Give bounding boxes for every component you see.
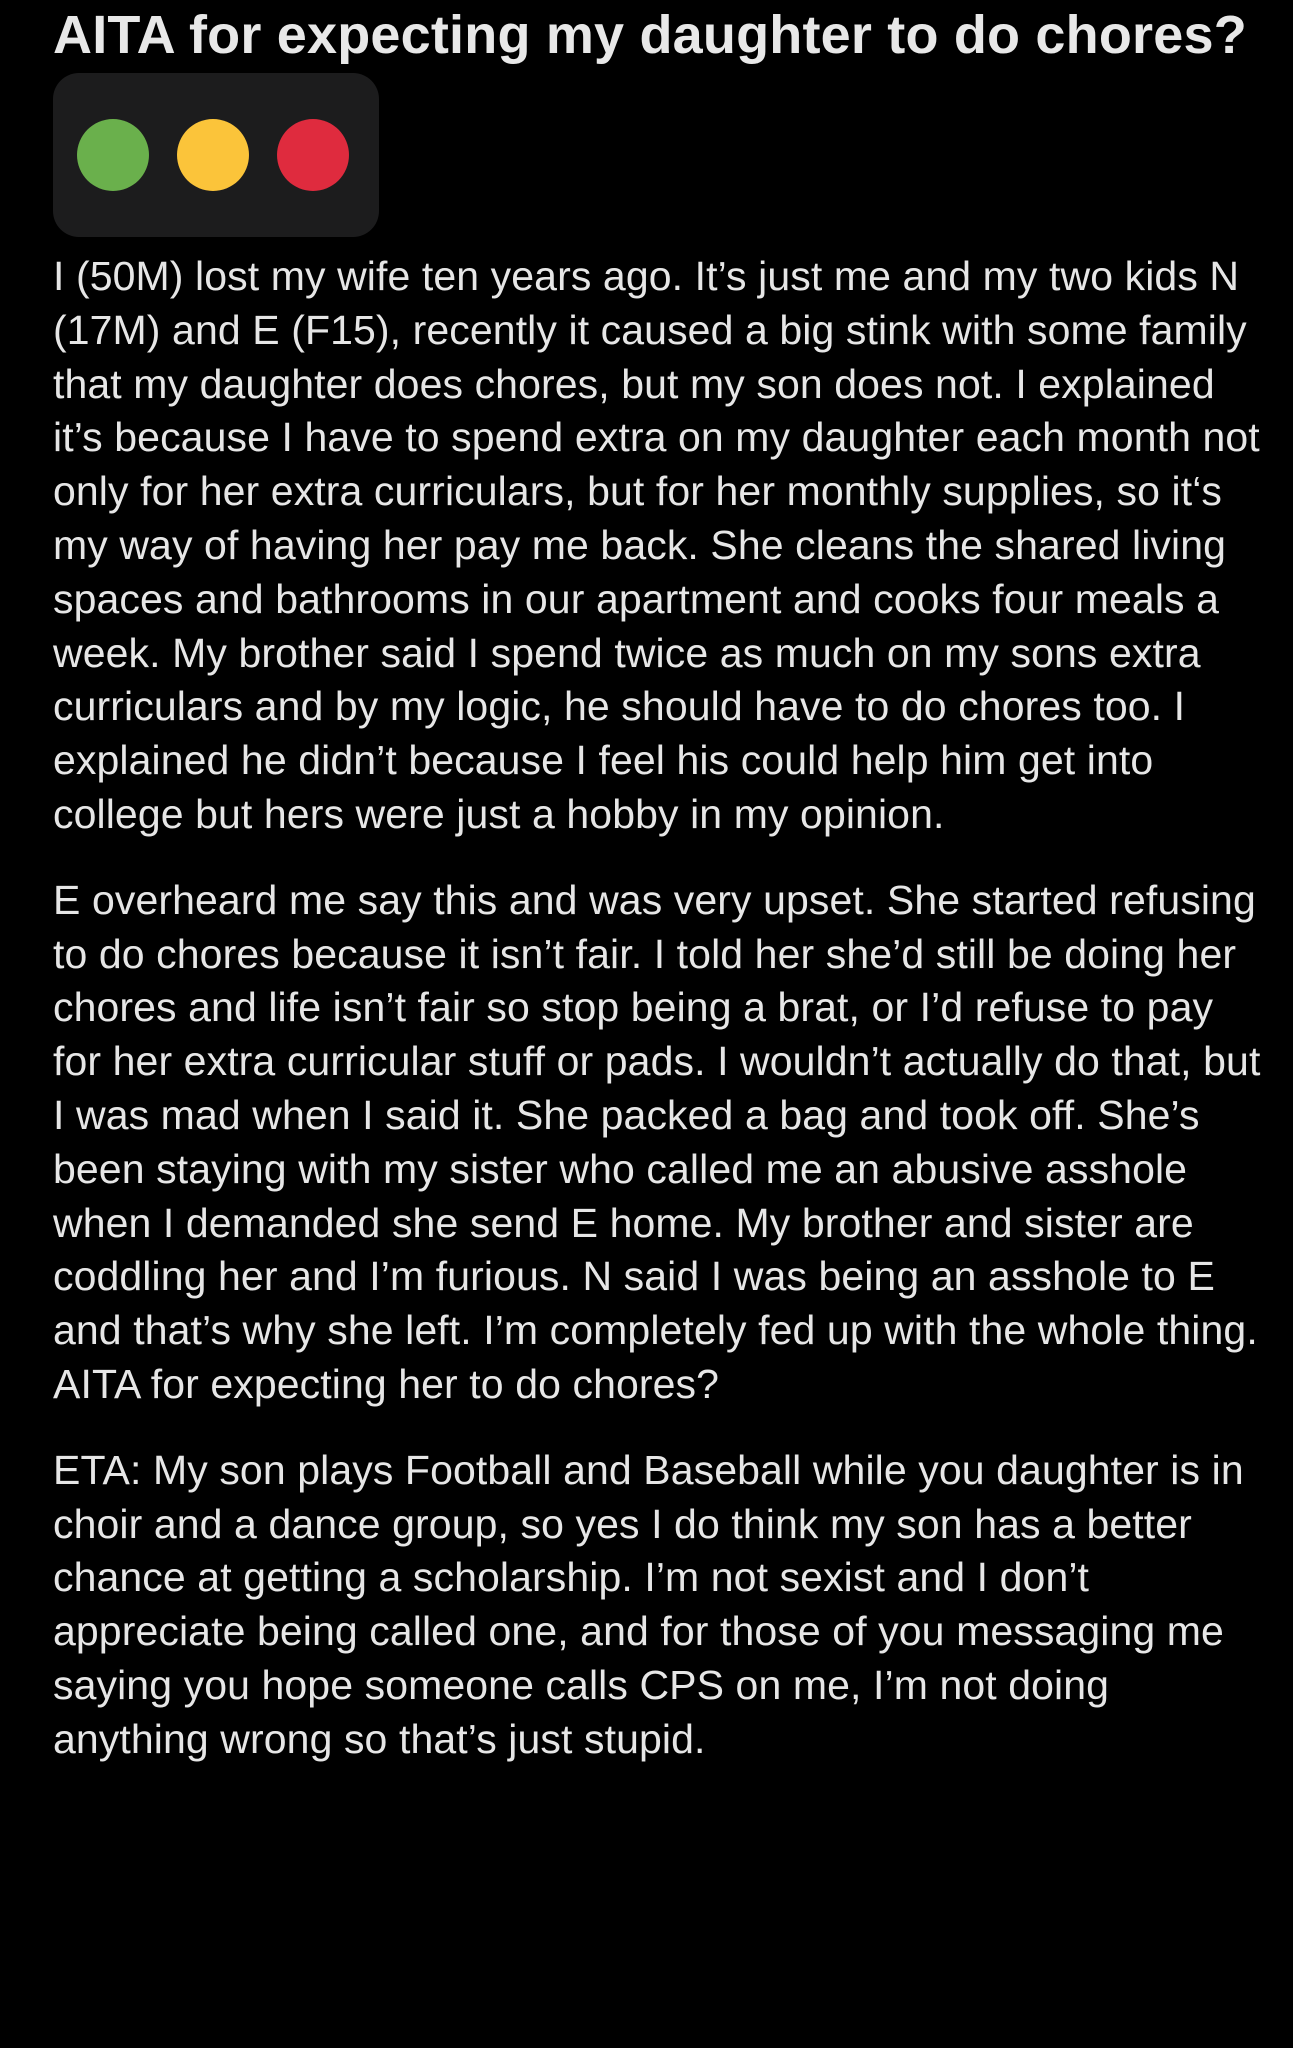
green-circle-icon (77, 119, 149, 191)
yellow-circle-icon (177, 119, 249, 191)
post (53, 0, 1273, 1799)
post-flair (53, 73, 379, 237)
post-paragraph-3: ETA: My son plays Football and Baseball while you daughter is in choir and a dance group, so yes I do think my son has a better chance at getting a scholarship. I’m not sexist and I don’t appreciate being called one, and for those of you messaging me saying you hope someone calls CPS on me, I’m not doing anything wrong so that’s just stupid. (53, 1446, 1244, 1762)
post-body (53, 250, 1268, 1767)
post-paragraph-1: I (50M) lost my wife ten years ago. It’s just me and my two kids N (17M) and E (F15), recently it caused a big stink with some family that my daughter does chores, but my son does not. I explained it’s because I have to spend extra on my daughter each month not only for her extra curriculars, but for her monthly supplies, so it‘s my way of having her pay me back. She cleans the shared living spaces and bathrooms in our apartment and cooks four meals a week. My brother said I spend twice as much on my sons extra curriculars and by my logic, he should have to do chores too. I explained he didn’t because I feel his could help him get into college but hers were just a hobby in my opinion. (53, 253, 1260, 837)
red-circle-icon (277, 119, 349, 191)
post-title[interactable]: AITA for expecting my daughter to do chores? (53, 5, 1247, 65)
post-paragraph-2: E overheard me say this and was very upset. She started refusing to do chores because it isn’t fair. I told her she’d still be doing her chores and life isn’t fair so stop being a brat, or I’d refuse to pay for her extra curricular stuff or pads. I wouldn’t actually do that, but I was mad when I said it. She packed a bag and took off. She’s been staying with my sister who called me an abusive asshole when I demanded she send E home. My brother and sister are coddling her and I’m furious. N said I was being an asshole to E and that’s why she left. I’m completely fed up with the whole thing. AITA for expecting her to do chores? (53, 876, 1261, 1407)
